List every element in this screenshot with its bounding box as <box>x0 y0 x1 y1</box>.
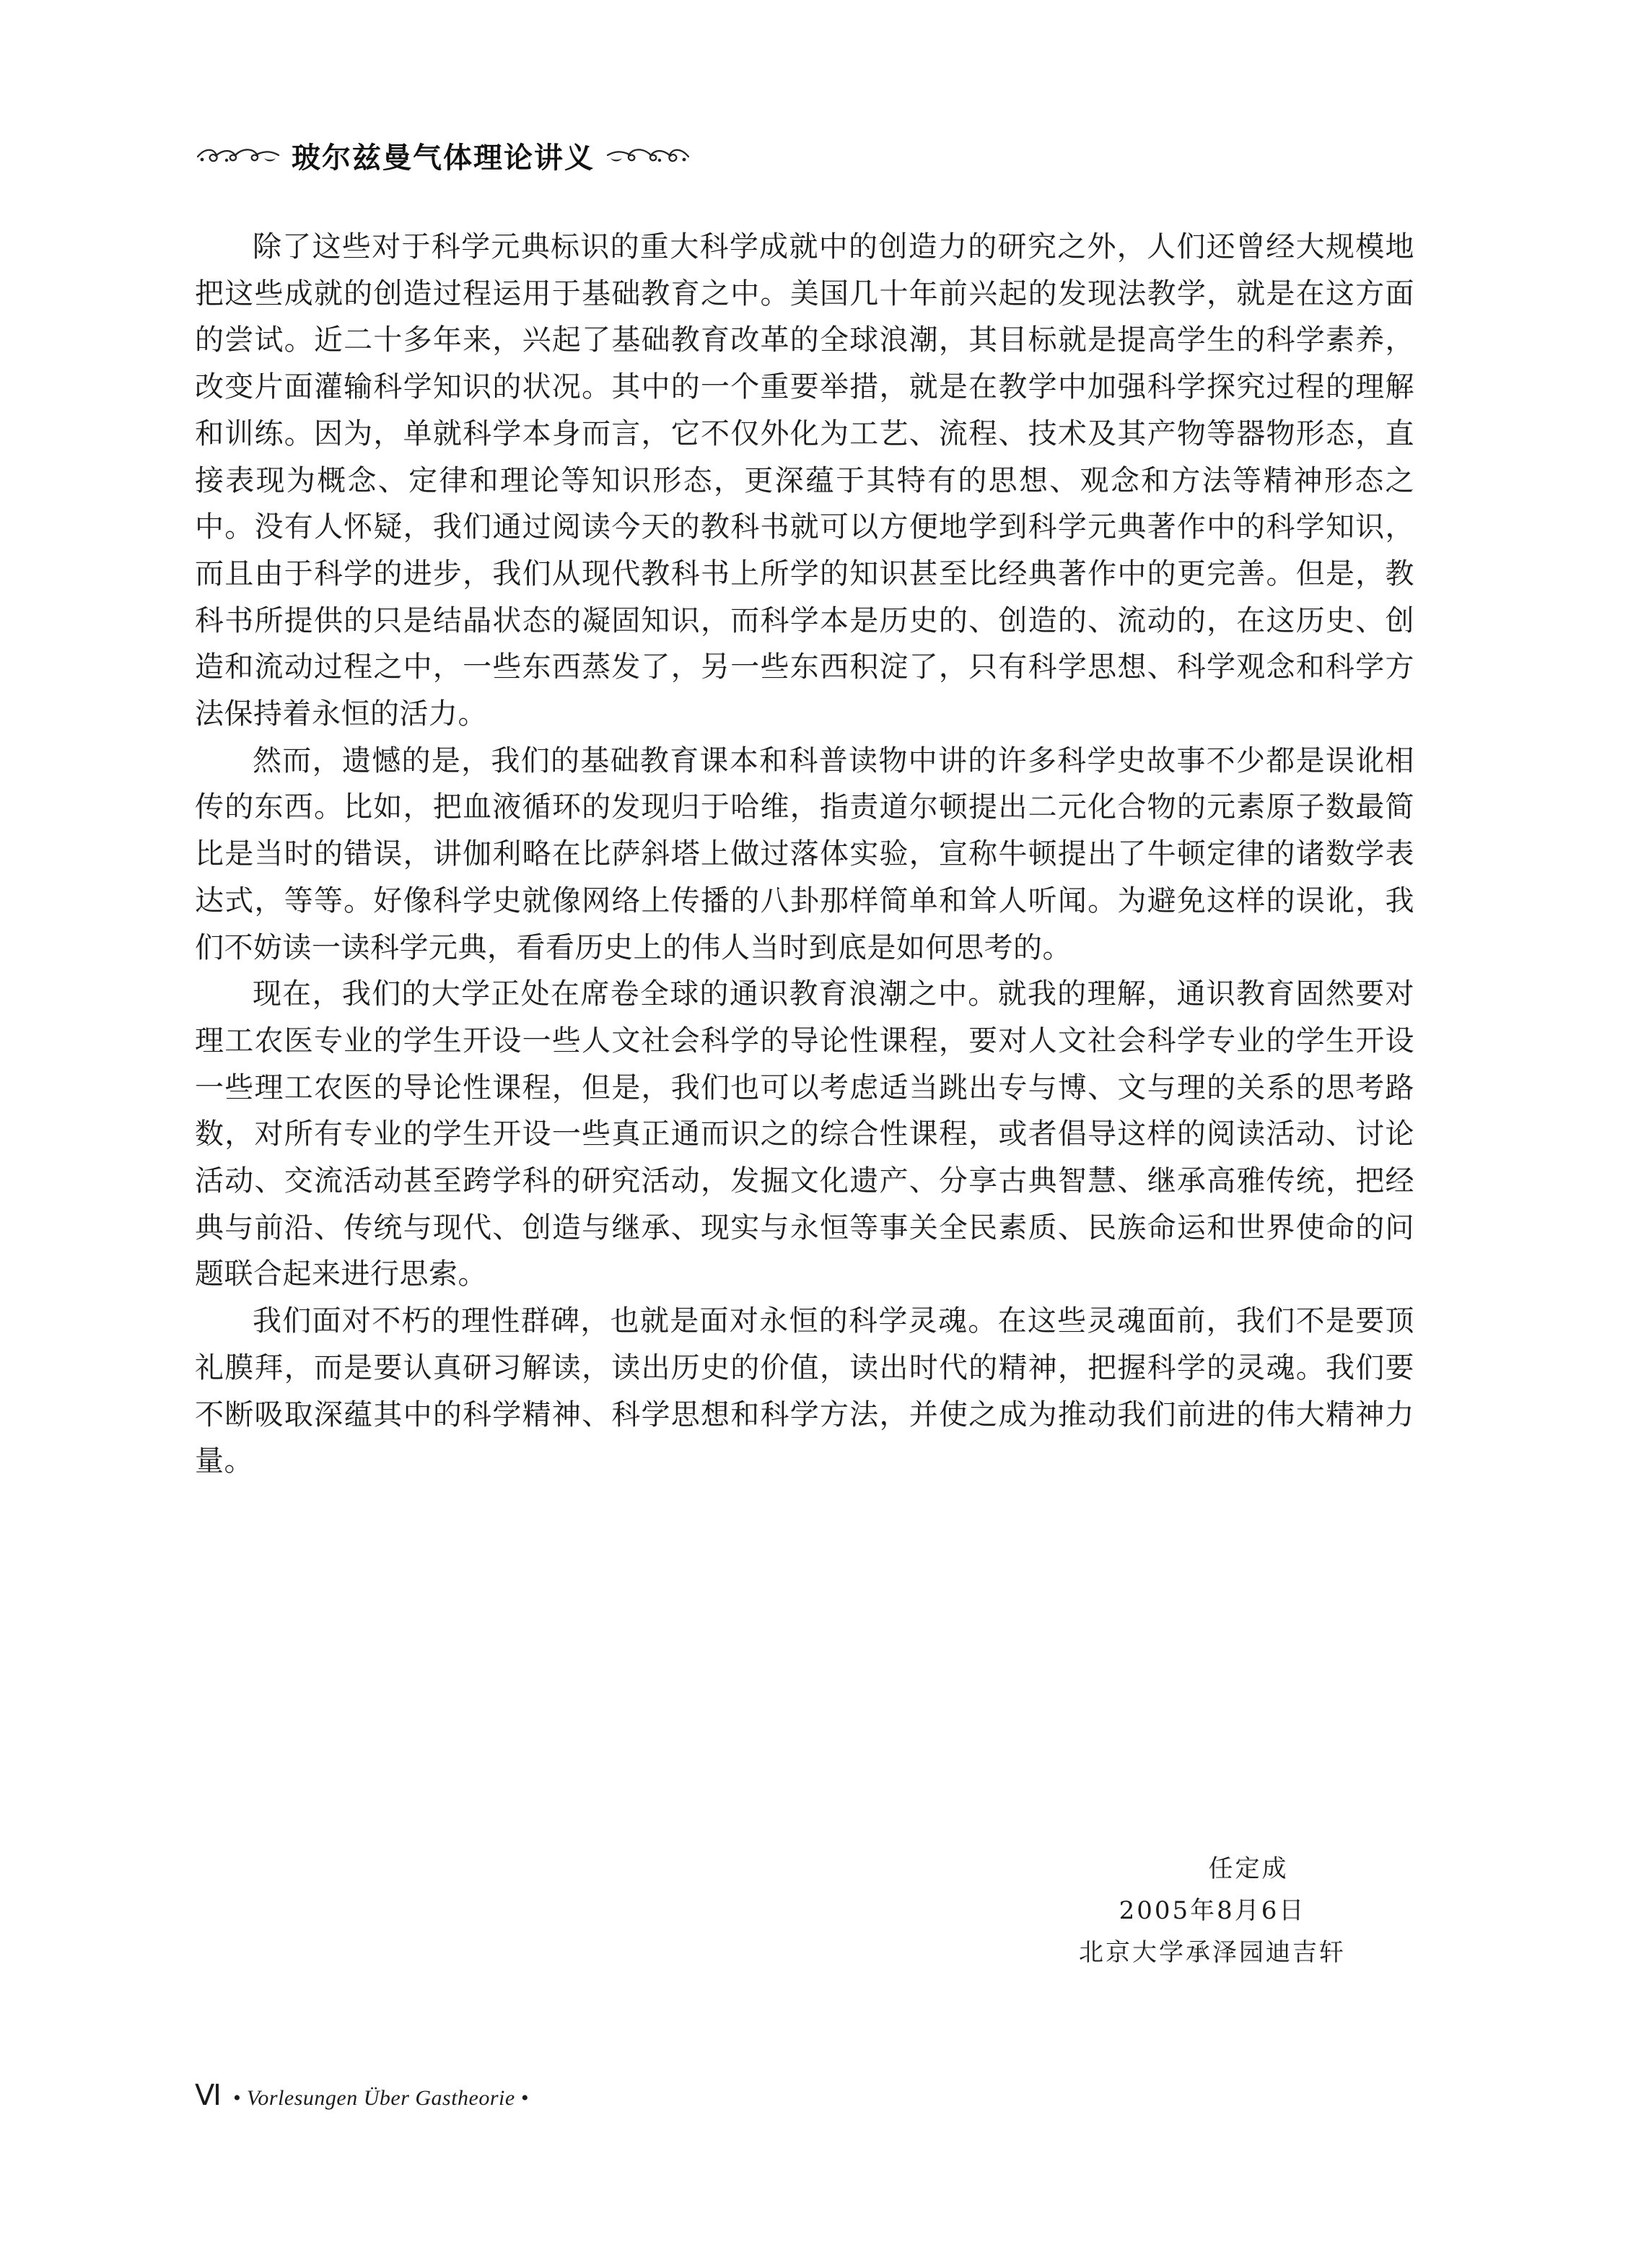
page-number: Ⅵ <box>195 2079 222 2112</box>
signature-author: 任定成 <box>1208 1854 1289 1883</box>
body-text <box>195 224 1414 1485</box>
paragraph: 然而，遗憾的是，我们的基础教育课本和科普读物中讲的许多科学史故事不少都是误讹相传的东西。比如，把血液循环的发现归于哈维，指责道尔顿提出二元化合物的元素原子数最简比是当时的错误，讲伽利略在比萨斜塔上做过落体实验，宣称牛顿提出了牛顿定律的诸数学表达式，等等。好像科学史就像网络上传播的八卦那样简单和耸人听闻。为避免这样的误讹，我们不妨读一读科学元典，看看历史上的伟人当时到底是如何思考的。 <box>195 743 1414 964</box>
paragraph: 我们面对不朽的理性群碑，也就是面对永恒的科学灵魂。在这些灵魂面前，我们不是要顶礼膜拜，而是要认真研习解读，读出历史的价值，读出时代的精神，把握科学的灵魂。我们要不断吸取深蕴其中的科学精神、科学思想和科学方法，并使之成为推动我们前进的伟大精神力量。 <box>195 1304 1414 1478</box>
page-footer <box>195 2079 529 2112</box>
paragraph: 除了这些对于科学元典标识的重大科学成就中的创造力的研究之外，人们还曾经大规模地把这些成就的创造过程运用于基础教育之中。美国几十年前兴起的发现法教学，就是在这方面的尝试。近二十多年来，兴起了基础教育改革的全球浪潮，其目标就是提高学生的科学素养，改变片面灌输科学知识的状况。其中的一个重要举措，就是在教学中加强科学探究过程的理解和训练。因为，单就科学本身而言，它不仅外化为工艺、流程、技术及其产物等器物形态，直接表现为概念、定律和理论等知识形态，更深蕴于其特有的思想、观念和方法等精神形态之中。没有人怀疑，我们通过阅读今天的教科书就可以方便地学到科学元典著作中的科学知识，而且由于科学的进步，我们从现代教科书上所学的知识甚至比经典著作中的更完善。但是，教科书所提供的只是结晶状态的凝固知识，而科学本是历史的、创造的、流动的，在这历史、创造和流动过程之中，一些东西蒸发了，另一些东西积淀了，只有科学思想、科学观念和科学方法保持着永恒的活力。 <box>195 230 1414 731</box>
left-flourish-icon <box>195 141 281 170</box>
signature-block <box>1010 1848 1414 1973</box>
running-header-title: 玻尔兹曼气体理论讲义 <box>292 141 595 175</box>
right-flourish-icon <box>605 141 691 170</box>
running-footer-title: • Vorlesungen Über Gastheorie • <box>232 2086 529 2110</box>
paragraph: 现在，我们的大学正处在席卷全球的通识教育浪潮之中。就我的理解，通识教育固然要对理工农医专业的学生开设一些人文社会科学的导论性课程，要对人文社会科学专业的学生开设一些理工农医的导论性课程，但是，我们也可以考虑适当跳出专与博、文与理的关系的思考路数，对所有专业的学生开设一些真正通而识之的综合性课程，或者倡导这样的阅读活动、讨论活动、交流活动甚至跨学科的研究活动，发掘文化遗产、分享古典智慧、继承高雅传统，把经典与前沿、传统与现代、创造与继承、现实与永恒等事关全民素质、民族命运和世界使命的问题联合起来进行思索。 <box>195 977 1414 1291</box>
running-header <box>195 130 691 180</box>
signature-date: 2005年8月6日 <box>1119 1896 1306 1925</box>
signature-place: 北京大学承泽园迪吉轩 <box>1079 1938 1346 1967</box>
